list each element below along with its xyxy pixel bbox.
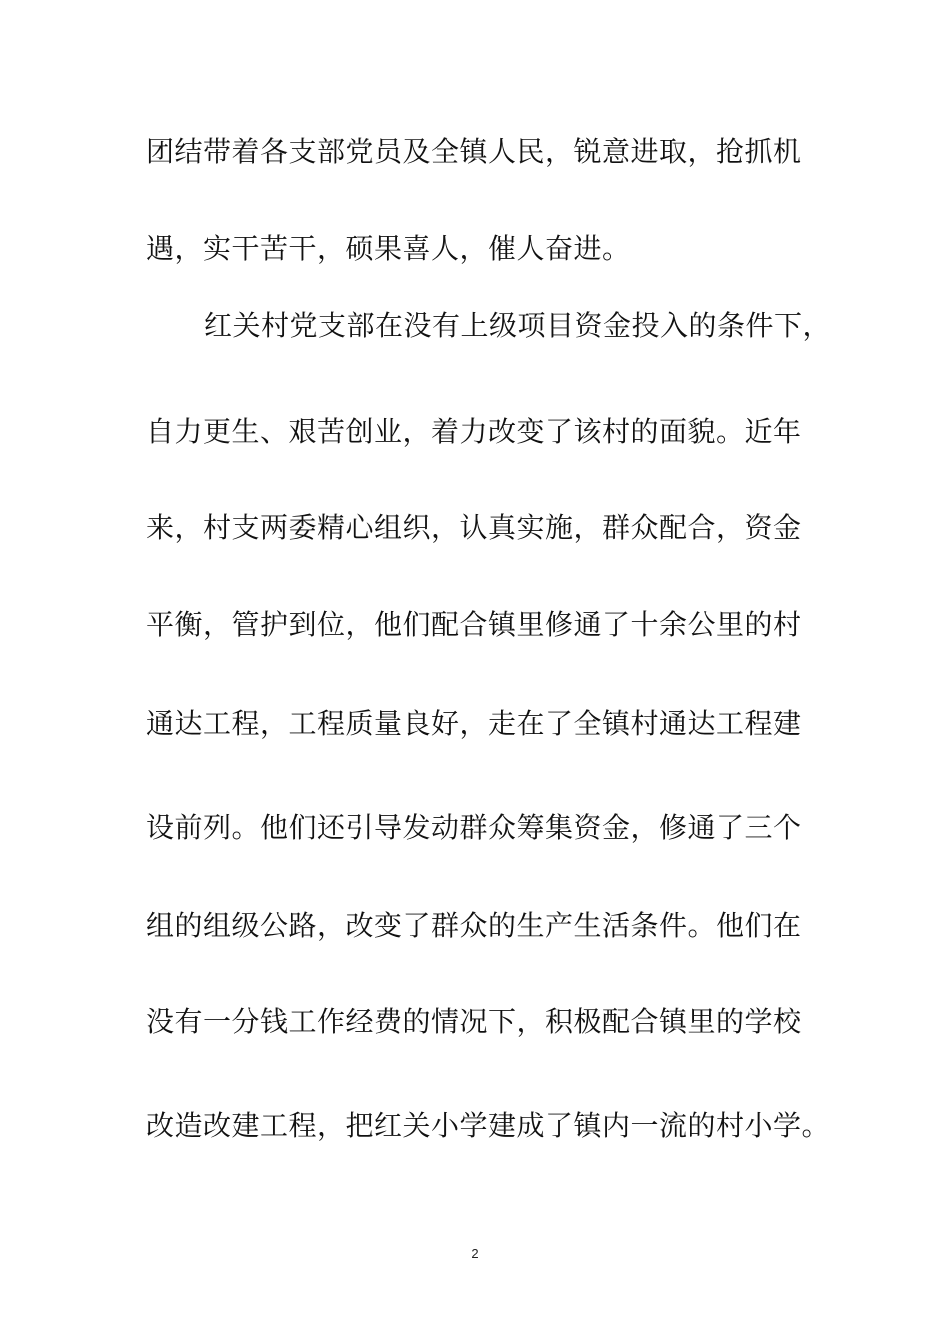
text-line: 没有一分钱工作经费的情况下，积极配合镇里的学校 [146,1005,802,1038]
page-number: 2 [471,1246,479,1261]
text-line: 改造改建工程，把红关小学建成了镇内一流的村小学。 [146,1109,831,1142]
text-line: 通达工程，工程质量良好，走在了全镇村通达工程建 [146,707,802,740]
text-line: 来，村支两委精心组织，认真实施，群众配合，资金 [146,511,802,544]
text-line: 设前列。他们还引导发动群众筹集资金，修通了三个 [146,811,802,844]
text-line: 组的组级公路，改变了群众的生产生活条件。他们在 [146,909,802,942]
text-line: 自力更生、艰苦创业，着力改变了该村的面貌。近年 [146,415,802,448]
text-line: 平衡，管护到位，他们配合镇里修通了十余公里的村 [146,608,802,641]
paragraph-first-line: 红关村党支部在没有上级项目资金投入的条件下， [204,309,832,342]
text-line: 团结带着各支部党员及全镇人民，锐意进取，抢抓机 [146,135,802,168]
text-line: 遇，实干苦干，硕果喜人，催人奋进。 [146,232,631,265]
